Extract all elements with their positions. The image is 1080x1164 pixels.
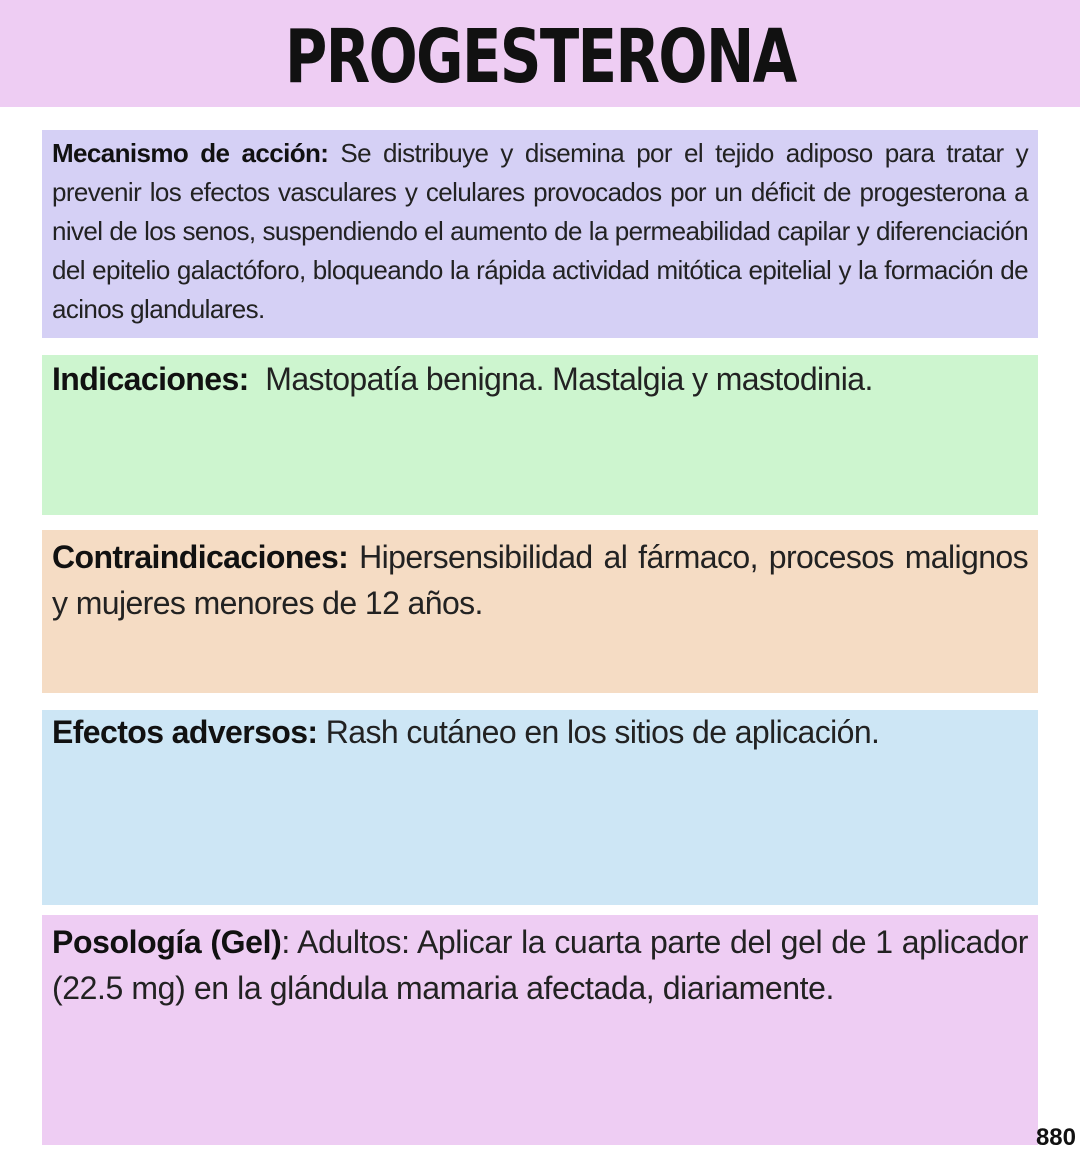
page-title: PROGESTERONA xyxy=(284,13,796,100)
section-label: Efectos adversos: xyxy=(52,714,318,750)
section-text: Se distribuye y disemina por el tejido adiposo para tratar y prevenir los efectos vasculares y celulares provocados por un déficit de progesterona a nivel de los senos, suspendiendo el aumento de la permeabilidad capilar y diferenciación del epitelio galactóforo, bloqueando la rápida actividad mitótica epitelial y la formación de acinos glandulares. xyxy=(52,138,1028,324)
section-contraindications xyxy=(42,530,1038,693)
section-label: Mecanismo de acción: xyxy=(52,138,329,168)
section-text: Mastopatía benigna. Mastalgia y mastodinia. xyxy=(248,361,873,397)
section-label: Indicaciones: xyxy=(52,361,249,397)
title-banner xyxy=(0,0,1080,107)
section-label: Contraindicaciones: xyxy=(52,539,349,575)
section-indications xyxy=(42,355,1038,515)
section-mechanism xyxy=(42,130,1038,338)
section-text: Rash cutáneo en los sitios de aplicación. xyxy=(317,714,880,750)
section-adverse-effects xyxy=(42,710,1038,905)
section-text: : Adultos: Aplicar la cuarta parte del gel de 1 aplicador (22.5 mg) en la glándula mamaria afectada, diariamente. xyxy=(52,924,1028,1006)
section-label: Posología (Gel) xyxy=(52,924,282,960)
section-dosage xyxy=(42,915,1038,1145)
section-text: Hipersensibilidad al fármaco, procesos malignos y mujeres menores de 12 años. xyxy=(52,539,1028,621)
page-number: 880 xyxy=(1035,1124,1076,1151)
